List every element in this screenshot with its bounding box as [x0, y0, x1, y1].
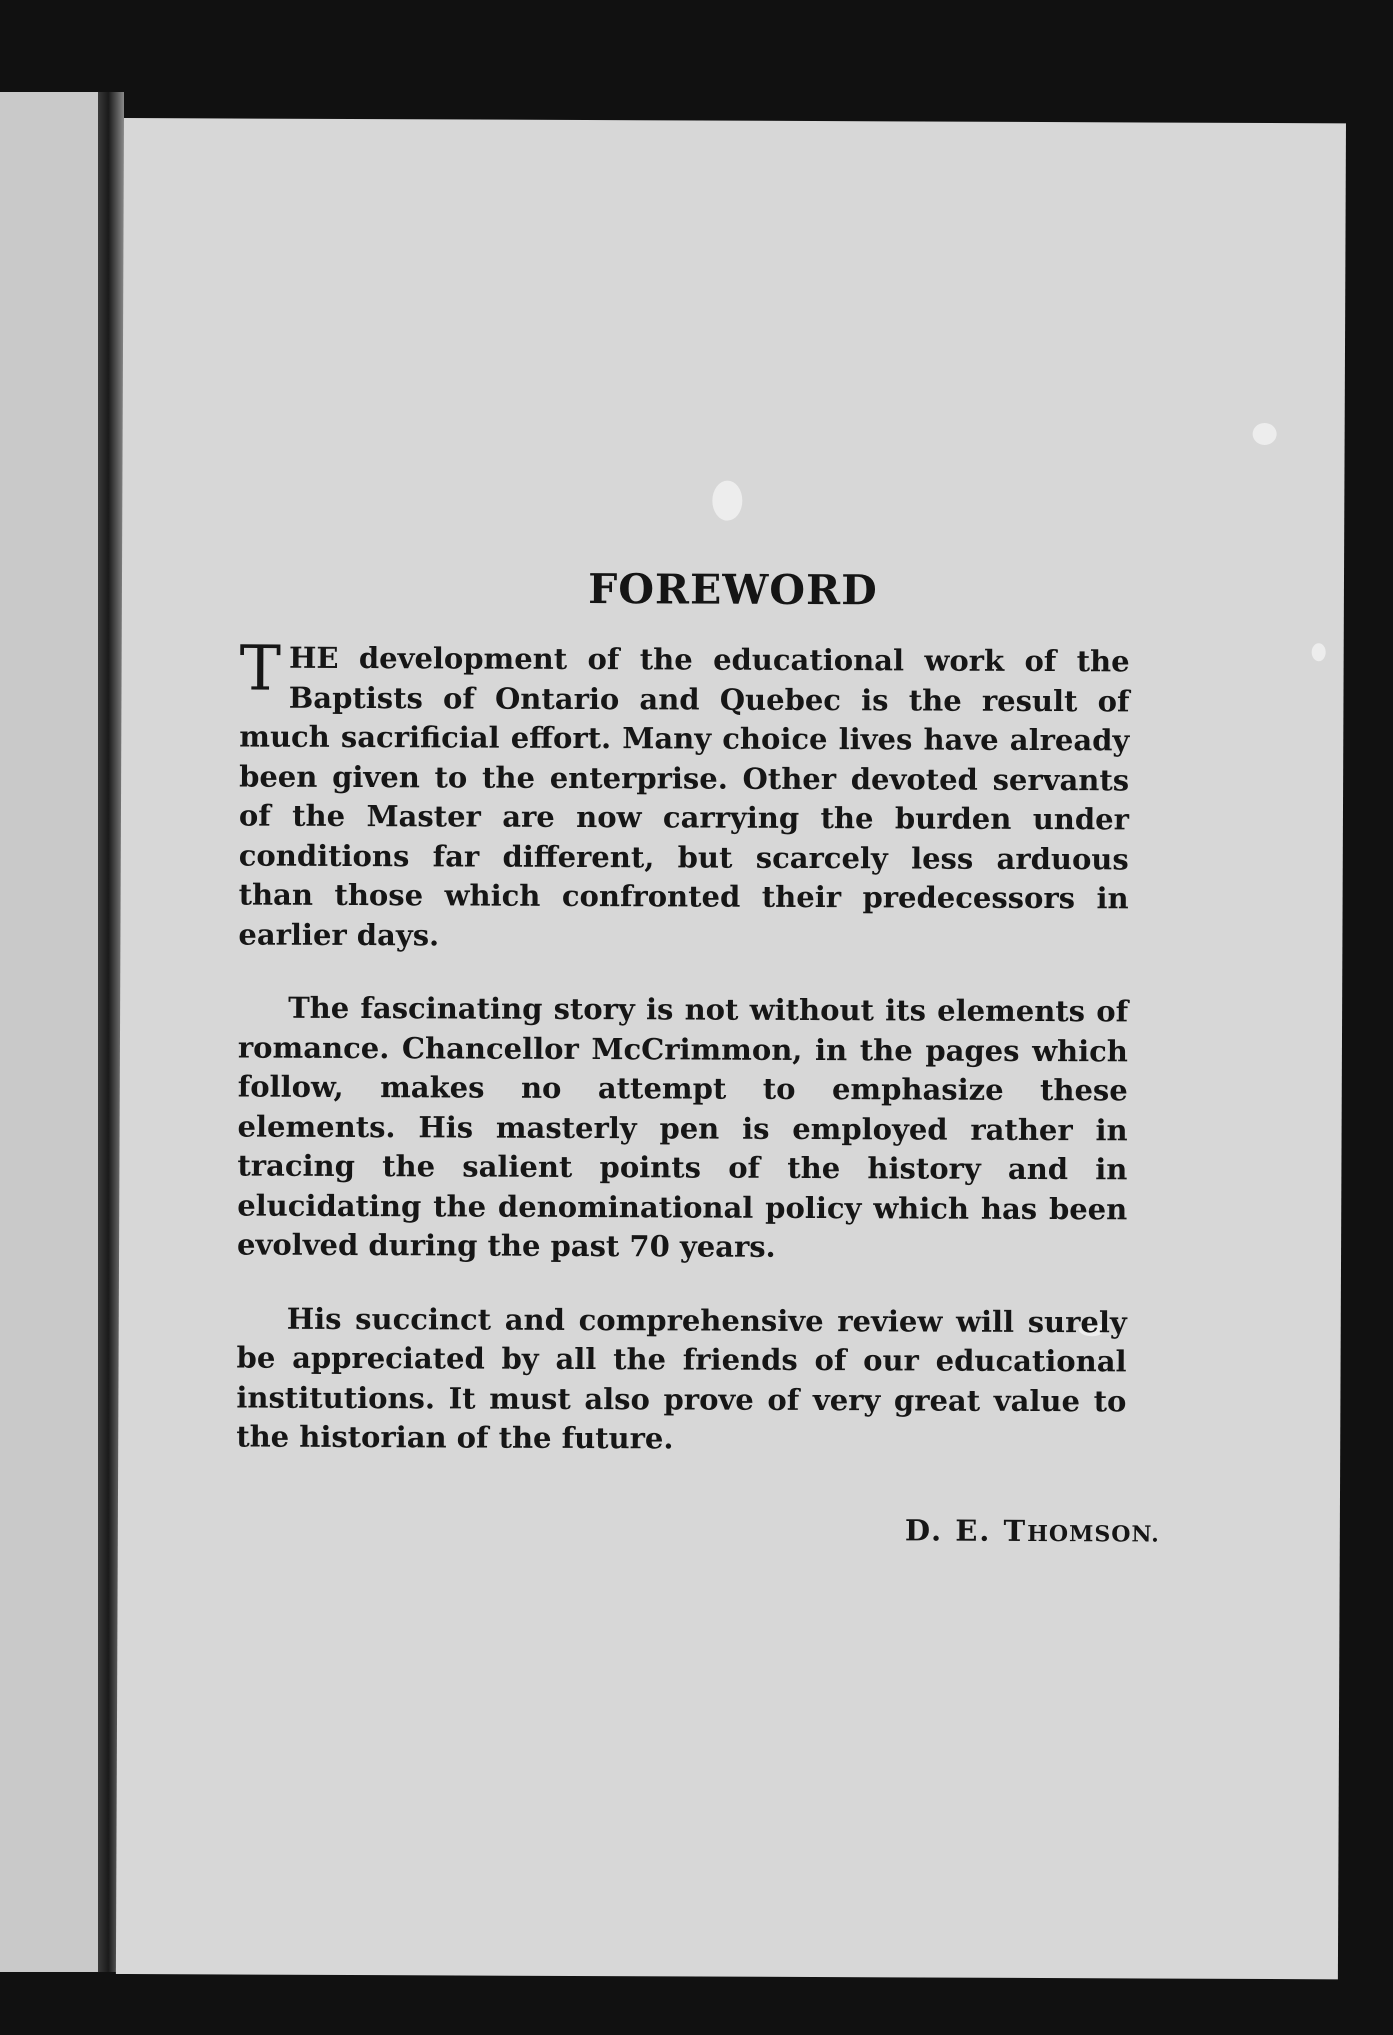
signature	[905, 1513, 1160, 1548]
paragraph-2: The fascinating story is not without its elements of romance. Chancellor McCrimmon, in the pages which follow, makes no attempt to emphasize these elements. His masterly pen is employed rather in tracing the salient points of the history and in elucidating the denominational policy which has been evolved during the past 70 years.	[237, 990, 1129, 1264]
left-page-edge	[0, 92, 98, 1972]
page-blemish	[1312, 643, 1326, 661]
page-blemish	[712, 481, 742, 521]
page-title: FOREWORD	[588, 565, 878, 615]
page-blemish	[1253, 423, 1277, 445]
signature-initials: D. E. T	[904, 1513, 1028, 1548]
paragraph-1	[238, 631, 1130, 959]
paragraph-1-text: HE development of the educational work of the Baptists of Ontario and Quebec is the result of much sacrificial effort. Many choice lives have already been given to the enterprise. Other devoted servants of the Master are now carrying the burden under conditions far different, but scarcely less arduous than those which confronted their predecessors in earlier days.	[238, 640, 1130, 952]
document-page	[116, 118, 1346, 1979]
foreword-body	[236, 631, 1130, 1495]
drop-cap: T	[239, 631, 282, 705]
signature-name: HOMSON.	[1027, 1520, 1160, 1548]
paragraph-3: His succinct and comprehensive review will surely be appreciated by all the friends of our educational institutions. It must also prove of very great value to the historian of the future.	[236, 1301, 1127, 1456]
